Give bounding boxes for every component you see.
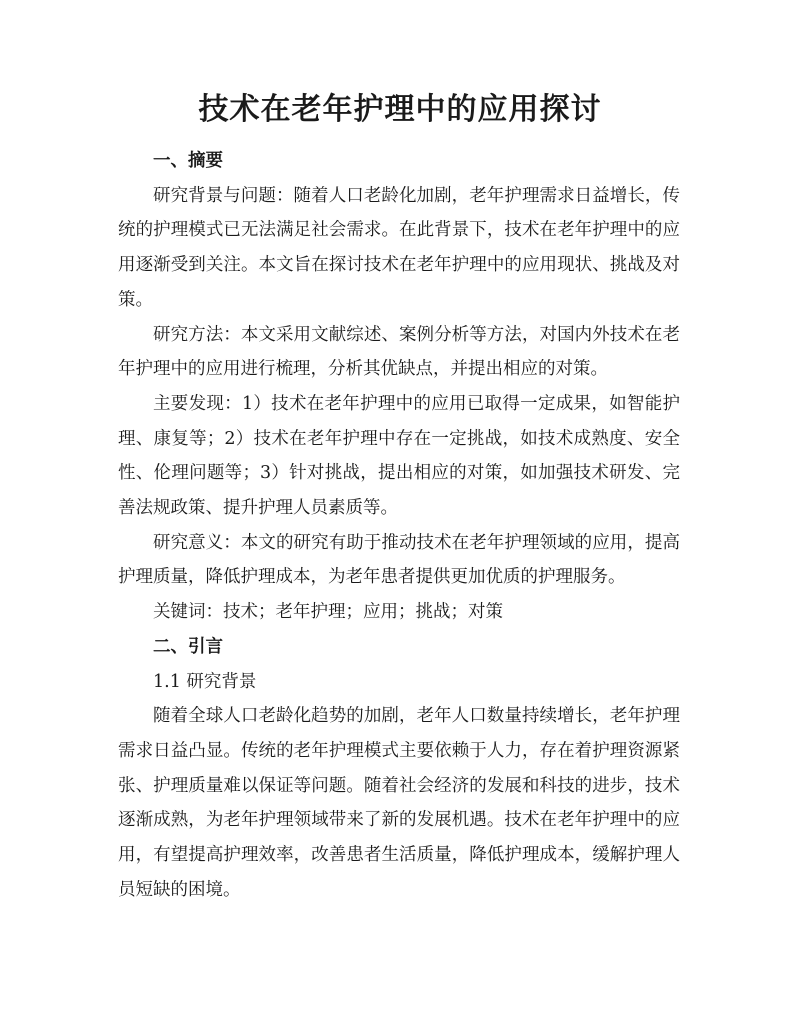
abstract-findings-paragraph: 主要发现：1）技术在老年护理中的应用已取得一定成果，如智能护理、康复等；2）技术在老年护理中存在一定挑战，如技术成熟度、安全性、伦理问题等；3）针对挑战，提出相应的对策，如加强技术研发、完善法规政策、提升护理人员素质等。 [118, 393, 680, 519]
document-body [118, 144, 680, 907]
abstract-methods-paragraph: 研究方法：本文采用文献综述、案例分析等方法，对国内外技术在老年护理中的应用进行梳理，分析其优缺点，并提出相应的对策。 [118, 324, 680, 380]
document-title: 技术在老年护理中的应用探讨 [198, 92, 602, 127]
abstract-significance-paragraph: 研究意义：本文的研究有助于推动技术在老年护理领域的应用，提高护理质量，降低护理成本，为老年患者提供更加优质的护理服务。 [118, 532, 680, 588]
introduction-background-paragraph: 随着全球人口老龄化趋势的加剧，老年人口数量持续增长，老年护理需求日益凸显。传统的老年护理模式主要依赖于人力，存在着护理资源紧张、护理质量难以保证等问题。随着社会经济的发展和科技的进步，技术逐渐成熟，为老年护理领域带来了新的发展机遇。技术在老年护理中的应用，有望提高护理效率，改善患者生活质量，降低护理成本，缓解护理人员短缺的困境。 [118, 706, 680, 900]
introduction-heading: 二、引言 [153, 636, 223, 657]
keywords-line: 关键词：技术；老年护理；应用；挑战；对策 [153, 602, 503, 623]
abstract-heading: 一、摘要 [153, 151, 223, 171]
abstract-background-paragraph: 研究背景与问题：随着人口老龄化加剧，老年护理需求日益增长，传统的护理模式已无法满足社会需求。在此背景下，技术在老年护理中的应用逐渐受到关注。本文旨在探讨技术在老年护理中的应用现状、挑战及对策。 [118, 185, 680, 310]
research-background-subheading: 1.1 研究背景 [153, 671, 257, 692]
